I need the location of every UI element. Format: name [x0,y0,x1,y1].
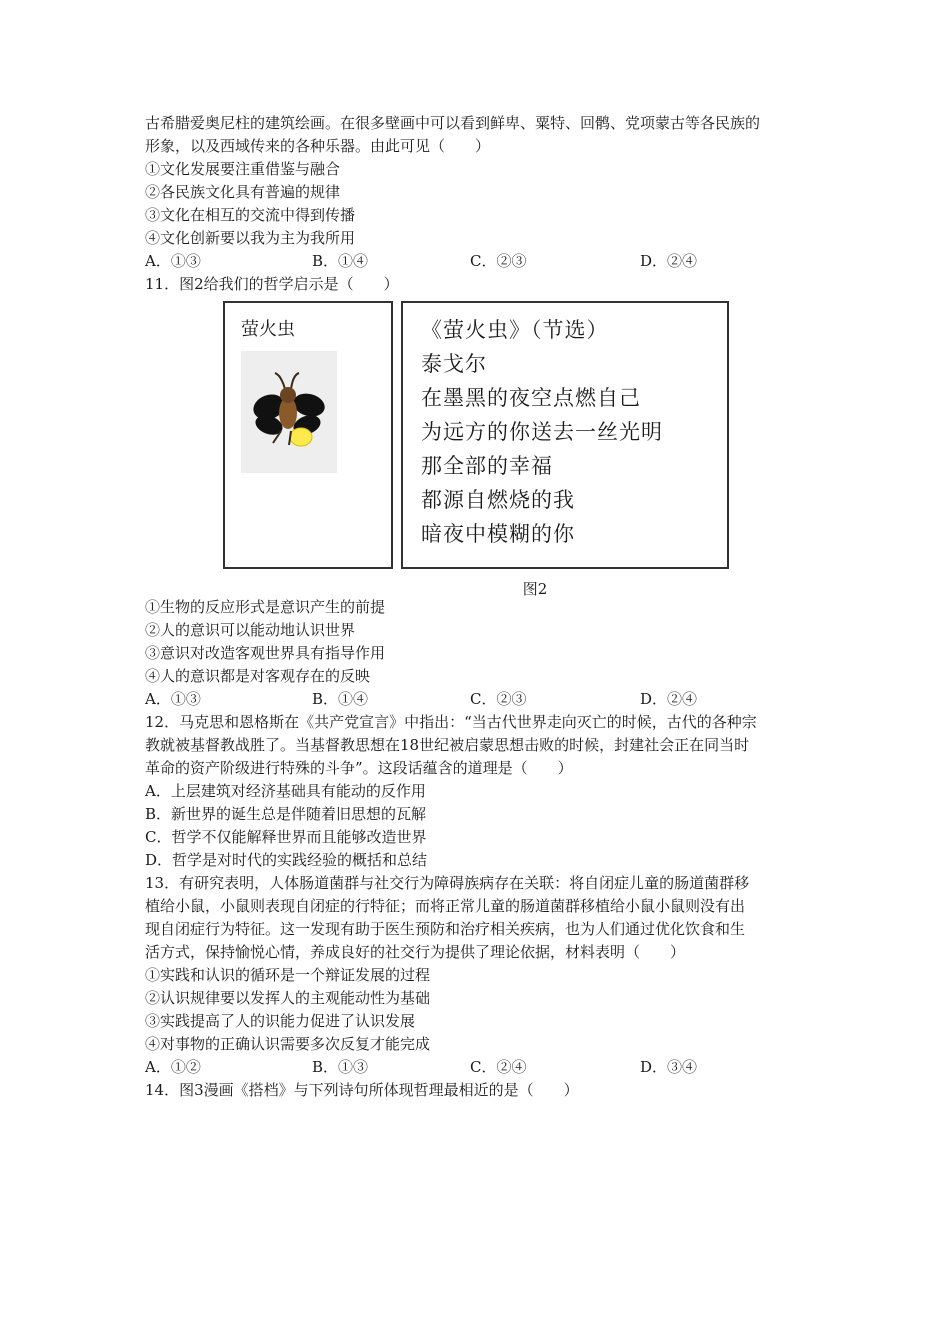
option-d: D．②④ [640,690,698,708]
poem-line: 都源自燃烧的我 [421,488,575,512]
question-13-item: ①实践和认识的循环是一个辩证发展的过程 [145,966,431,984]
question-13-options [145,1056,815,1079]
poem-author: 泰戈尔 [421,352,487,376]
question-11-stem: 11．图2给我们的哲学启示是（ ） [145,275,399,293]
firefly-image [241,351,337,473]
question-12 [145,711,815,872]
option-a: A．①③ [145,690,201,708]
option-c: C．哲学不仅能解释世界而且能够改造世界 [145,828,427,846]
firefly-label: 萤火虫 [241,319,295,340]
page-content [145,112,815,1102]
option-d: D．②④ [640,252,698,270]
question-10-item: ④文化创新要以我为主为我所用 [145,229,356,247]
figure-caption: 图2 [522,580,548,598]
figure-2 [145,296,815,596]
option-d: D．哲学是对时代的实践经验的概括和总结 [145,851,428,869]
question-13-item: ④对事物的正确认识需要多次反复才能完成 [145,1035,431,1053]
option-b: B．①④ [312,252,369,270]
question-10-item: ③文化在相互的交流中得到传播 [145,206,356,224]
question-10 [145,112,815,273]
question-10-stem-line: 古希腊爱奥尼柱的建筑绘画。在很多壁画中可以看到鲜卑、粟特、回鹘、党项蒙古等各民族的 [145,114,761,132]
option-c: C．②④ [470,1058,527,1076]
poem-title: 《萤火虫》（节选） [421,318,609,342]
question-11-item: ②人的意识可以能动地认识世界 [145,621,356,639]
option-a: A．①② [145,1058,201,1076]
option-c: C．②③ [470,252,527,270]
poem [421,313,663,551]
firefly-panel [223,301,393,569]
poem-line: 暗夜中模糊的你 [421,522,575,546]
question-13-item: ②认识规律要以发挥人的主观能动性为基础 [145,989,431,1007]
question-13-stem-line: 13．有研究表明，人体肠道菌群与社交行为障碍族病存在关联：将自闭症儿童的肠道菌群移 [145,874,750,892]
question-13 [145,872,815,1079]
question-10-options [145,250,815,273]
poem-line: 为远方的你送去一丝光明 [421,420,663,444]
question-13-stem-line: 活方式，保持愉悦心情，养成良好的社交行为提供了理论依据，材料表明（ ） [145,943,686,961]
question-11 [145,273,815,711]
option-c: C．②③ [470,690,527,708]
question-11-item: ④人的意识都是对客观存在的反映 [145,667,371,685]
question-12-stem-line: 革命的资产阶级进行特殊的斗争”。这段话蕴含的道理是（ ） [145,759,573,777]
question-14 [145,1079,815,1102]
question-11-item: ③意识对改造客观世界具有指导作用 [145,644,386,662]
question-10-item: ①文化发展要注重借鉴与融合 [145,160,341,178]
question-11-item: ①生物的反应形式是意识产生的前提 [145,598,386,616]
question-13-stem-line: 现自闭症行为特征。这一发现有助于医生预防和治疗相关疾病，也为人们通过优化饮食和生 [145,920,746,938]
option-b: B．新世界的诞生总是伴随着旧思想的瓦解 [145,805,427,823]
option-b: B．①④ [312,690,369,708]
question-12-stem-line: 12．马克思和恩格斯在《共产党宣言》中指出：“当古代世界走向灭亡的时候，古代的各种宗 [145,713,757,731]
poem-line: 那全部的幸福 [421,454,553,478]
poem-line: 在墨黑的夜空点燃自己 [421,386,641,410]
poem-panel [401,301,729,569]
question-10-stem-line: 形象，以及西域传来的各种乐器。由此可见（ ） [145,137,491,155]
question-14-stem: 14．图3漫画《搭档》与下列诗句所体现哲理最相近的是（ ） [145,1081,579,1099]
firefly-icon [241,351,337,473]
option-d: D．③④ [640,1058,698,1076]
question-10-item: ②各民族文化具有普遍的规律 [145,183,341,201]
option-a: A．上层建筑对经济基础具有能动的反作用 [145,782,426,800]
question-13-item: ③实践提高了人的识能力促进了认识发展 [145,1012,416,1030]
question-11-options [145,688,815,711]
question-12-stem-line: 教就被基督教战胜了。当基督教思想在18世纪被启蒙思想击败的时候，封建社会正在同当时 [145,736,750,754]
option-b: B．①③ [312,1058,369,1076]
option-a: A．①③ [145,252,201,270]
question-13-stem-line: 植给小鼠，小鼠则表现自闭症的行特征；而将正常儿童的肠道菌群移植给小鼠小鼠则没有出 [145,897,746,915]
